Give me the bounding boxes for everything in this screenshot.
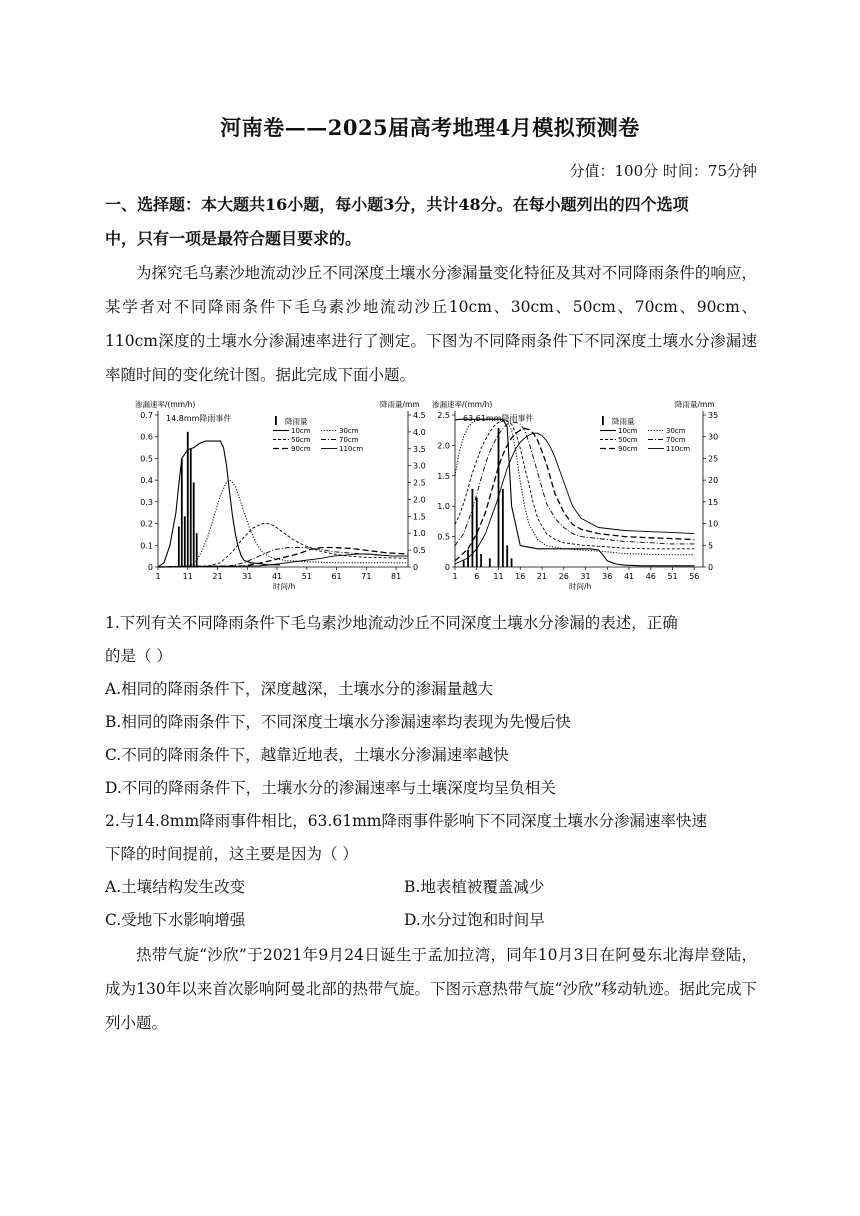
x-tick-label: 31 — [580, 572, 591, 581]
y-tick-label: 0.7 — [140, 411, 153, 420]
legend-label: 降雨量 — [612, 417, 635, 426]
rain-bar — [463, 560, 465, 567]
rain-bar — [184, 516, 186, 567]
section-heading-line2: 中，只有一项是最符合题目要求的。 — [105, 229, 362, 248]
y2-tick-label: 10 — [708, 519, 719, 529]
y2-tick-label: 0 — [708, 563, 714, 572]
rain-bar — [480, 554, 482, 567]
intro-paragraph-2: 热带气旋“沙欣”于2021年9月24日诞生于孟加拉湾，同年10月3日在阿曼东北海岸登陆，成为130年以来首次影响阿曼北部的热带气旋。下图示意热带气旋“沙欣”移动轨迹。据此完成下列小题。 — [105, 946, 757, 1032]
series-line-10cm — [158, 441, 280, 567]
x-tick-label: 46 — [645, 572, 656, 581]
q2-stem-line1: 2.与14.8mm降雨事件相比，63.61mm降雨事件影响下不同深度土壤水分渗漏速率快速 — [105, 812, 707, 830]
rain-bar — [187, 432, 189, 567]
exam-meta: 分值：100分 时间：75分钟 — [569, 162, 757, 180]
y2-tick-label: 2.5 — [413, 478, 426, 488]
y2-tick-label: 1.5 — [413, 512, 426, 522]
y-tick-label: 0.1 — [140, 541, 153, 551]
q2-option-a[interactable]: A.土壤结构发生改变 — [105, 878, 246, 896]
legend-rain-swatch — [602, 416, 604, 425]
legend-label: 降雨量 — [285, 417, 308, 426]
y2-tick-label: 4.0 — [413, 427, 426, 437]
x-tick-label: 21 — [212, 572, 223, 581]
y-tick-label: 1.5 — [437, 471, 450, 481]
y2-tick-label: 15 — [708, 497, 719, 507]
legend-label: 70cm — [666, 436, 686, 444]
series-line-70cm — [455, 422, 694, 545]
section-heading-line1: 一、选择题：本大题共16小题，每小题3分，共计48分。在每小题列出的四个选项 — [105, 195, 689, 214]
x-tick-label: 1 — [452, 572, 458, 581]
rain-bar — [502, 489, 504, 567]
q1-option-c[interactable]: C.不同的降雨条件下，越靠近地表，土壤水分渗漏速率越快 — [105, 746, 509, 764]
x-tick-label: 26 — [558, 572, 569, 581]
intro-paragraph-1: 为探究毛乌素沙地流动沙丘不同深度土壤水分渗漏量变化特征及其对不同降雨条件的响应，某学者对不同降雨条件下毛乌素沙地流动沙丘10cm、30cm、50cm、70cm、90cm、110cm深度的土壤水分渗漏速率进行了测定。下图为不同降雨条件下不同深度土壤水分渗漏速率随时间的变化统计图。据此完成下面小题。 — [105, 264, 757, 384]
y2-tick-label: 4.5 — [413, 411, 426, 420]
rain-bar — [181, 459, 183, 567]
rain-bar — [190, 449, 192, 567]
y-tick-label: 0 — [147, 563, 153, 572]
q2-option-c[interactable]: C.受地下水影响增强 — [105, 911, 246, 929]
x-tick-label: 6 — [474, 572, 480, 581]
y2-tick-label: 35 — [708, 411, 719, 420]
chart-63-61mm — [432, 399, 718, 591]
x-tick-label: 36 — [602, 572, 613, 581]
y2-tick-label: 20 — [708, 476, 719, 486]
y2-tick-label: 3.5 — [413, 444, 426, 454]
y2-tick-label: 5 — [708, 541, 714, 551]
legend-label: 30cm — [666, 427, 686, 435]
q2-stem-line2: 下降的时间提前，这主要是因为（ ） — [105, 845, 358, 863]
y-tick-label: 0.2 — [140, 519, 153, 529]
legend-label: 10cm — [291, 427, 311, 435]
q1-stem-line2: 的是（ ） — [105, 647, 172, 665]
seepage-rate-figure — [130, 392, 730, 597]
rain-bar — [196, 533, 198, 567]
y-tick-label: 0.6 — [140, 432, 153, 442]
legend-label: 50cm — [618, 436, 638, 444]
legend-label: 30cm — [339, 427, 359, 435]
chart-title: 63.61mm降雨事件 — [463, 414, 534, 423]
q2-option-d[interactable]: D.水分过饱和时间早 — [404, 911, 545, 929]
x-tick-label: 21 — [536, 572, 548, 581]
x-tick-label: 56 — [689, 572, 700, 581]
legend-label: 110cm — [339, 445, 364, 453]
legend-label: 90cm — [291, 445, 311, 453]
y2-tick-label: 0.5 — [413, 546, 426, 556]
rain-bar — [193, 483, 195, 567]
rain-bar — [178, 526, 180, 567]
legend-label: 110cm — [666, 445, 691, 453]
y-axis-label: 渗漏速率/(mm/h) — [135, 400, 196, 409]
series-line-50cm — [455, 421, 694, 549]
y-tick-label: 0 — [444, 563, 450, 572]
chart-title: 14.8mm降雨事件 — [166, 414, 232, 423]
page-title: 河南卷——2025届高考地理4月模拟预测卷 — [220, 115, 640, 140]
q1-option-d[interactable]: D.不同的降雨条件下，土壤水分的渗漏速率与土壤深度均呈负相关 — [105, 779, 556, 797]
y-tick-label: 1.0 — [437, 502, 450, 512]
legend-label: 90cm — [618, 445, 638, 453]
q1-option-b[interactable]: B.相同的降雨条件下，不同深度土壤水分渗漏速率均表现为先慢后快 — [105, 713, 571, 731]
x-axis-label: 时间/h — [273, 582, 296, 591]
rain-bar — [506, 545, 508, 567]
y-tick-label: 0.5 — [437, 532, 450, 542]
legend-label: 70cm — [339, 436, 359, 444]
rain-bar — [472, 489, 474, 567]
y-tick-label: 2.5 — [437, 411, 450, 420]
y-tick-label: 0.5 — [140, 454, 153, 464]
x-tick-label: 81 — [391, 572, 402, 581]
x-tick-label: 51 — [301, 572, 312, 581]
x-axis-label: 时间/h — [569, 582, 592, 591]
x-tick-label: 11 — [182, 572, 193, 581]
y2-tick-label: 2.0 — [413, 495, 426, 505]
y2-tick-label: 3.0 — [413, 461, 426, 471]
q1-option-a[interactable]: A.相同的降雨条件下，深度越深，土壤水分的渗漏量越大 — [105, 680, 494, 698]
q2-option-b[interactable]: B.地表植被覆盖减少 — [404, 878, 545, 896]
series-line-110cm — [158, 554, 408, 567]
x-tick-label: 61 — [331, 572, 342, 581]
q1-stem-line1: 1.下列有关不同降雨条件下毛乌素沙地流动沙丘不同深度土壤水分渗漏的表述，正确 — [105, 614, 678, 632]
y-tick-label: 0.3 — [140, 497, 153, 507]
y-tick-label: 0.4 — [140, 476, 153, 486]
x-tick-label: 11 — [493, 572, 504, 581]
y2-axis-label: 降雨量/mm — [675, 400, 715, 409]
x-tick-label: 51 — [667, 572, 678, 581]
y2-tick-label: 0 — [413, 563, 419, 572]
x-tick-label: 41 — [271, 572, 283, 581]
x-tick-label: 41 — [623, 572, 635, 581]
chart-14-8mm — [135, 399, 426, 591]
y2-tick-label: 1.0 — [413, 529, 426, 539]
rain-bar — [511, 558, 513, 567]
y2-tick-label: 25 — [708, 454, 719, 464]
legend-label: 50cm — [291, 436, 311, 444]
y2-axis-label: 降雨量/mm — [380, 400, 420, 409]
x-tick-label: 31 — [242, 572, 253, 581]
x-tick-label: 71 — [361, 572, 372, 581]
x-tick-label: 16 — [515, 572, 526, 581]
y-tick-label: 2.0 — [437, 441, 450, 451]
y2-tick-label: 30 — [708, 432, 719, 442]
legend-label: 10cm — [618, 427, 638, 435]
y-axis-label: 渗漏速率/(mm/h) — [432, 400, 493, 409]
rain-bar — [489, 558, 491, 567]
series-line-50cm — [158, 524, 408, 567]
legend-rain-swatch — [275, 416, 277, 425]
x-tick-label: 1 — [155, 572, 161, 581]
